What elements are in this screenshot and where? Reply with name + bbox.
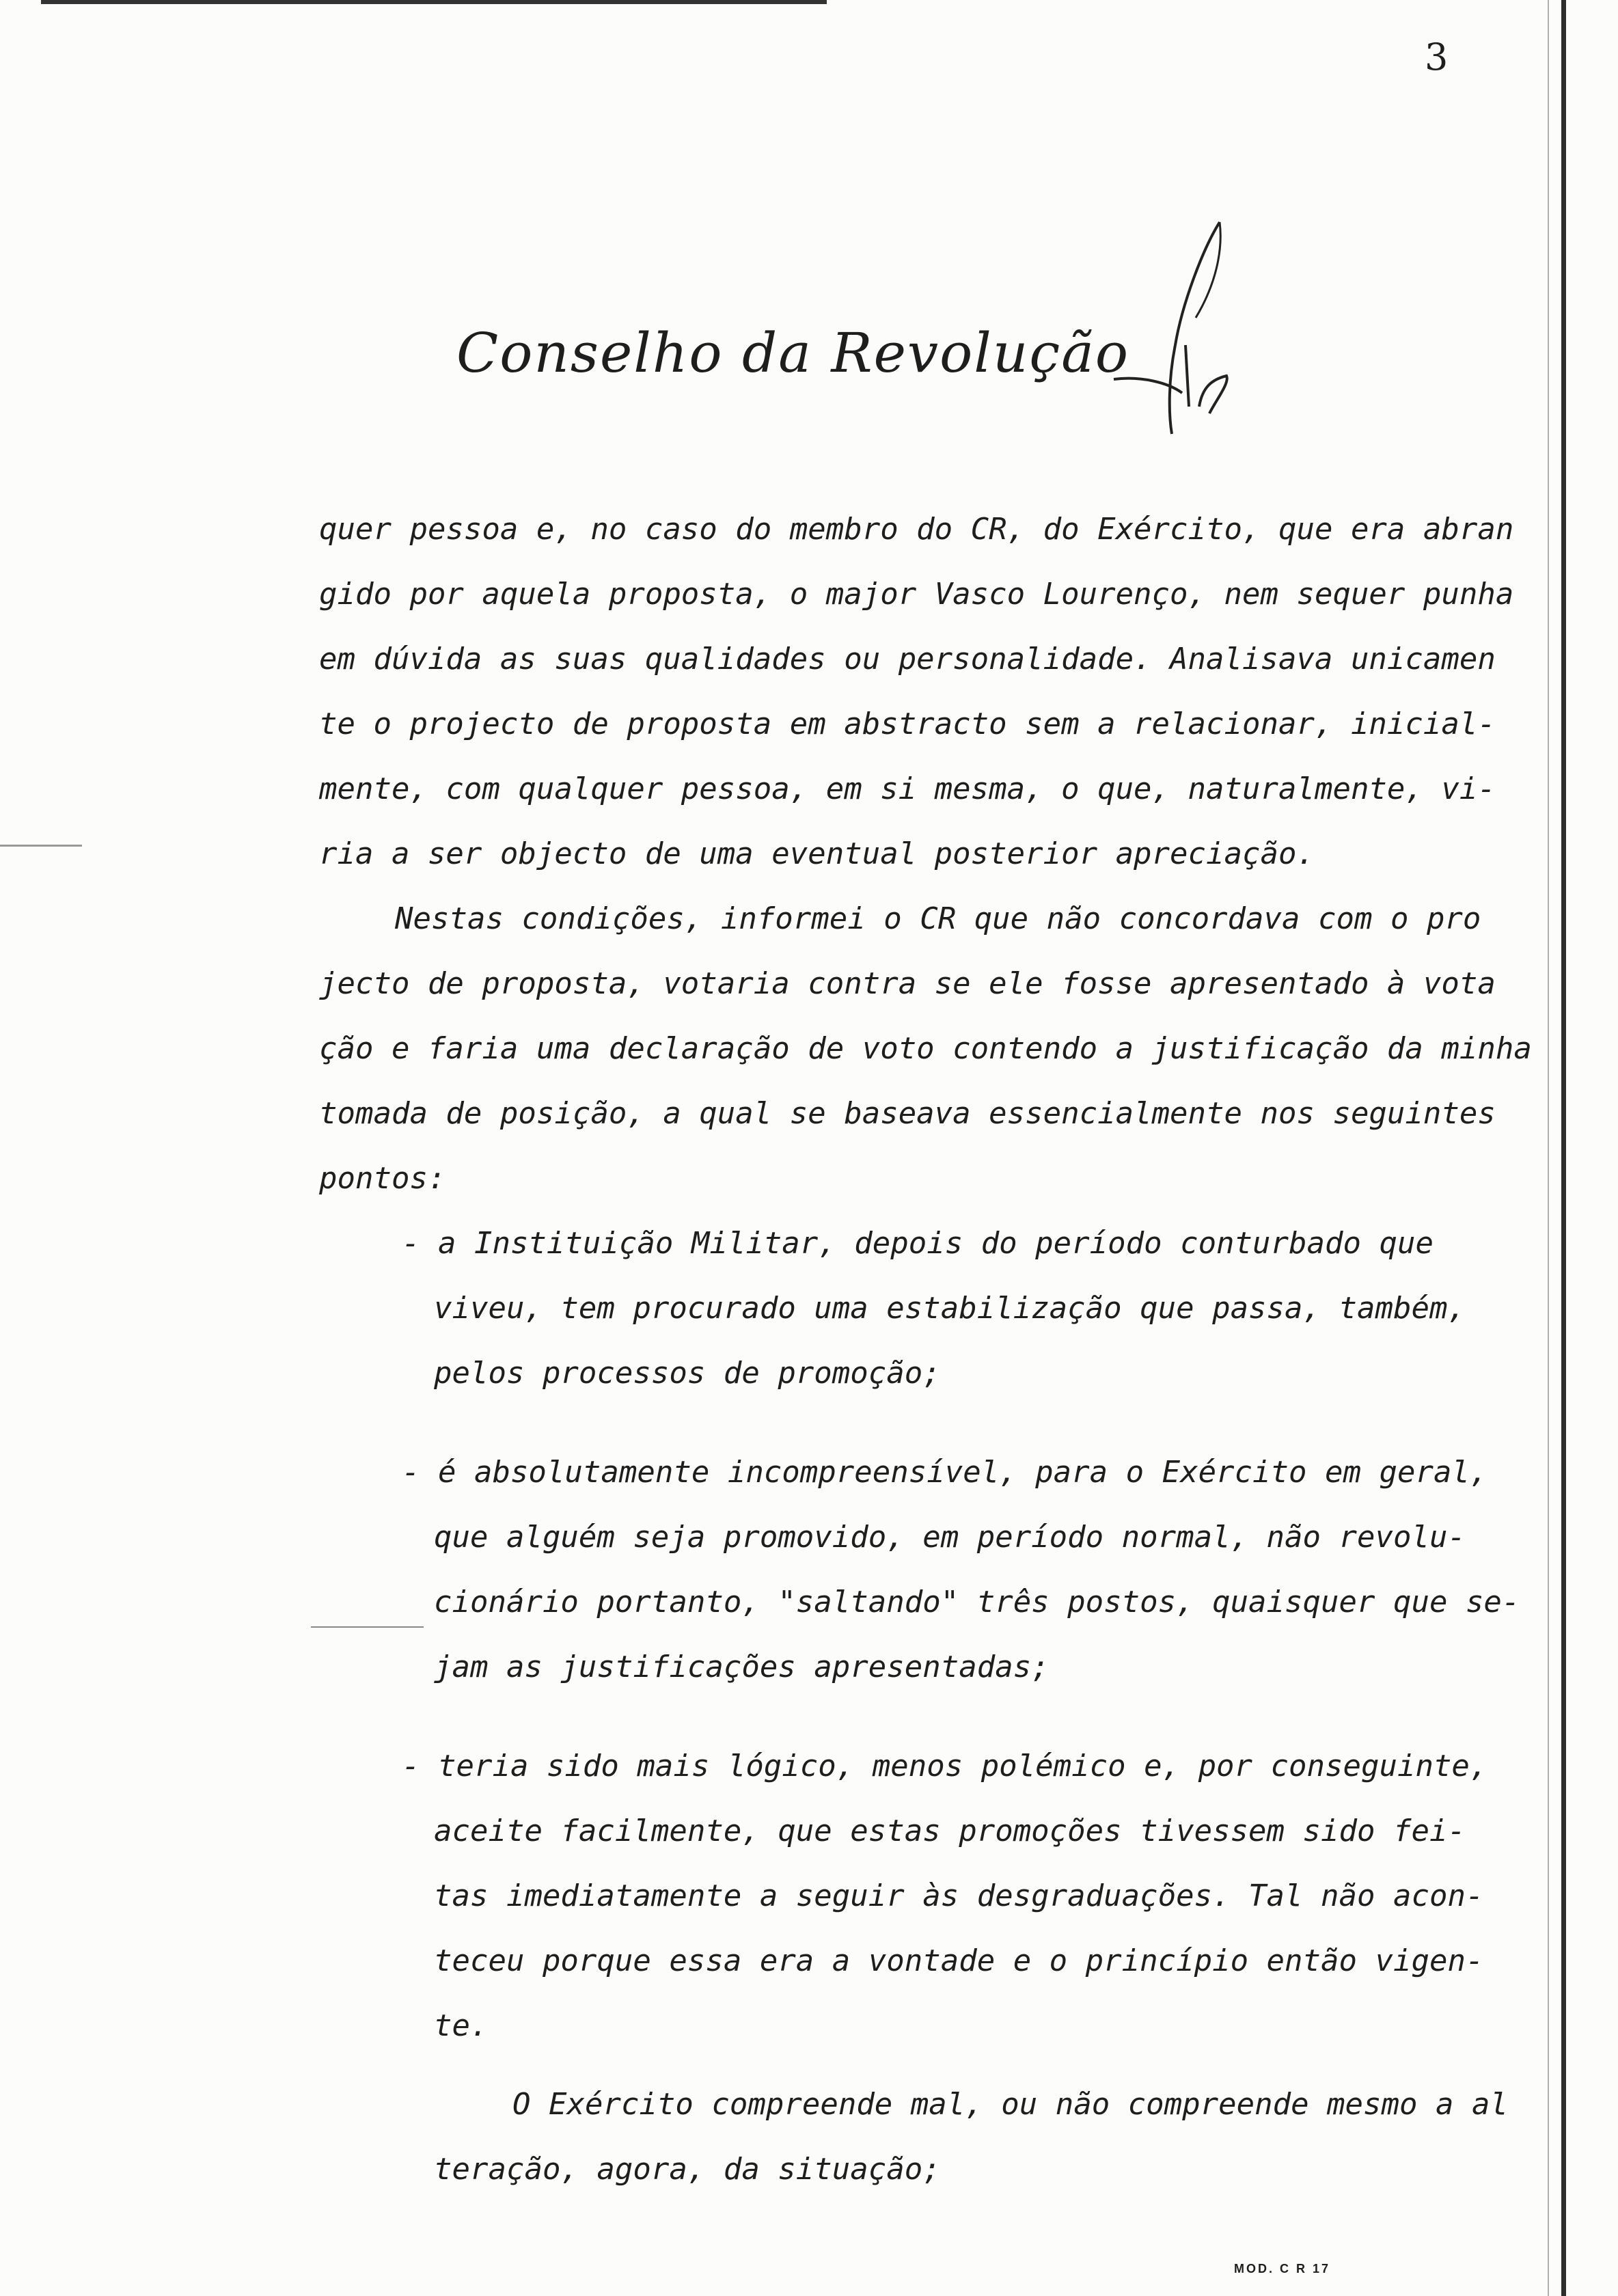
text-line: O Exército compreende mal, ou não compreende mesmo a al (512, 2087, 1508, 2122)
bullet-line: pelos processos de promoção; (434, 1356, 941, 1391)
bullet-line: tas imediatamente a seguir às desgraduações. Tal não acon- (434, 1878, 1484, 1913)
text-line: quer pessoa e, no caso do membro do CR, do Exército, que era abran (319, 512, 1514, 547)
bullet-line: que alguém seja promovido, em período normal, não revolu- (434, 1520, 1466, 1555)
bullet-line: - é absolutamente incompreensível, para o Exército em geral, (402, 1455, 1488, 1490)
text-line: pontos: (319, 1161, 446, 1196)
bullet-line: jam as justificações apresentadas; (434, 1650, 1050, 1684)
bullet-line: - a Instituição Militar, depois do período conturbado que (402, 1226, 1434, 1261)
margin-dash (311, 1626, 424, 1628)
bullet-line: cionário portanto, "saltando" três postos, quaisquer que se- (434, 1585, 1520, 1620)
text-line: em dúvida as suas qualidades ou personalidade. Analisava unicamen (319, 642, 1496, 676)
text-line: mente, com qualquer pessoa, em si mesma, o que, naturalmente, vi- (319, 771, 1496, 806)
form-code: MOD. C R 17 (1234, 2262, 1331, 2276)
right-edge-shadow (1548, 0, 1549, 2296)
handwritten-initials (1100, 208, 1257, 441)
letterhead-title: Conselho da Revolução (456, 321, 1130, 385)
left-margin-mark (0, 845, 82, 847)
text-line: teração, agora, da situação; (434, 2152, 941, 2187)
page-number: 3 (1425, 36, 1449, 79)
text-line: tomada de posição, a qual se baseava essencialmente nos seguintes (319, 1096, 1496, 1131)
bullet-line: te. (434, 2008, 489, 2043)
bullet-line: viveu, tem procurado uma estabilização que passa, também, (434, 1291, 1466, 1326)
text-line: gido por aquela proposta, o major Vasco Lourenço, nem sequer punha (319, 577, 1514, 612)
top-edge-line (41, 0, 827, 4)
right-edge-binding (1561, 0, 1566, 2296)
text-line: ria a ser objecto de uma eventual posterior apreciação. (319, 836, 1315, 871)
bullet-line: - teria sido mais lógico, menos polémico e, por conseguinte, (402, 1749, 1488, 1784)
text-line: jecto de proposta, votaria contra se ele fosse apresentado à vota (319, 966, 1496, 1001)
bullet-line: teceu porque essa era a vontade e o princípio então vigen- (434, 1943, 1484, 1978)
text-line: ção e faria uma declaração de voto contendo a justificação da minha (319, 1031, 1532, 1066)
text-line: te o projecto de proposta em abstracto sem a relacionar, inicial- (319, 707, 1496, 741)
bullet-line: aceite facilmente, que estas promoções tivessem sido fei- (434, 1814, 1466, 1848)
text-line: Nestas condições, informei o CR que não concordava com o pro (395, 901, 1481, 936)
